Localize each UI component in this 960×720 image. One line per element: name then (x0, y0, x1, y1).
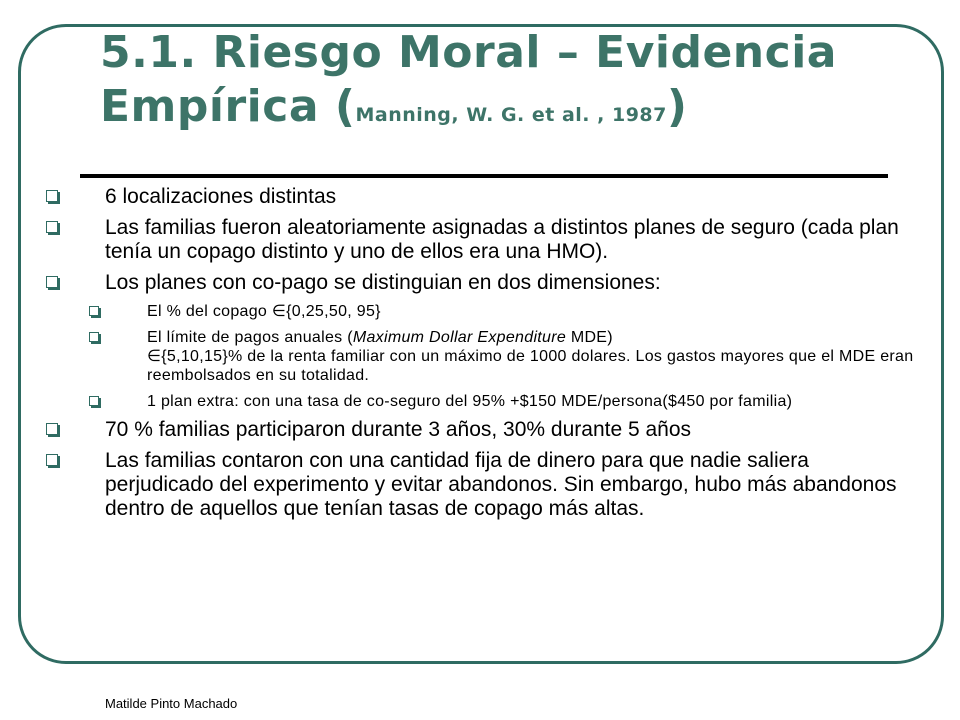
bullet-copay-dimensions (44, 271, 914, 295)
bullet-participation (44, 418, 914, 442)
title-main: 5.1. Riesgo Moral – Evidencia Empírica ( (100, 27, 837, 132)
slide-body (44, 185, 914, 528)
bullet-text: Las familias fueron aleatoriamente asignadas a distintos planes de seguro (cada plan tenía un copago distinto y uno de ellos era una HMO). (105, 216, 899, 263)
sub-bullet-extra-plan (44, 392, 914, 411)
bullet-icon (46, 190, 58, 202)
bullet-locations (44, 185, 914, 209)
sub-bullet-text: El % del copago ∈{0,25,50, 95} (147, 303, 381, 320)
bullet-text: 70 % familias participaron durante 3 años, 30% durante 5 años (105, 418, 692, 441)
title-close-paren: ) (666, 81, 688, 132)
bullet-random-assignment (44, 216, 914, 264)
title-underline (80, 174, 888, 178)
bullet-text: 6 localizaciones distintas (105, 185, 337, 208)
bullet-icon (89, 306, 99, 316)
bullet-icon (89, 396, 99, 406)
sub-bullet-text: El límite de pagos anuales (Maximum Dollar Expenditure MDE) ∈{5,10,15}% de la renta familiar con un máximo de 1000 dolares. Los gastos mayores que el MDE eran reembolsados en su totalidad. (147, 329, 914, 384)
sub-bullet-text: 1 plan extra: con una tasa de co-seguro del 95% +$150 MDE/persona($450 por familia) (147, 393, 793, 410)
slide-title (100, 26, 940, 142)
bullet-icon (46, 423, 58, 435)
bullet-fixed-money (44, 449, 914, 521)
sub-bullet-mde (44, 328, 914, 385)
bullet-icon (46, 221, 58, 233)
bullet-icon (46, 454, 58, 466)
sub-bullet-copay-rate (44, 302, 914, 321)
title-reference: Manning, W. G. et al. , 1987 (355, 104, 667, 126)
bullet-text: Las familias contaron con una cantidad fija de dinero para que nadie saliera perjudicado del experimento y evitar abandonos. Sin embargo, hubo más abandonos dentro de aquellos que tenían tasas de copago más altas. (105, 449, 897, 520)
bullet-icon (89, 332, 99, 342)
footer-author: Matilde Pinto Machado (105, 696, 238, 711)
bullet-icon (46, 276, 58, 288)
bullet-text: Los planes con co-pago se distinguian en dos dimensiones: (105, 271, 661, 294)
